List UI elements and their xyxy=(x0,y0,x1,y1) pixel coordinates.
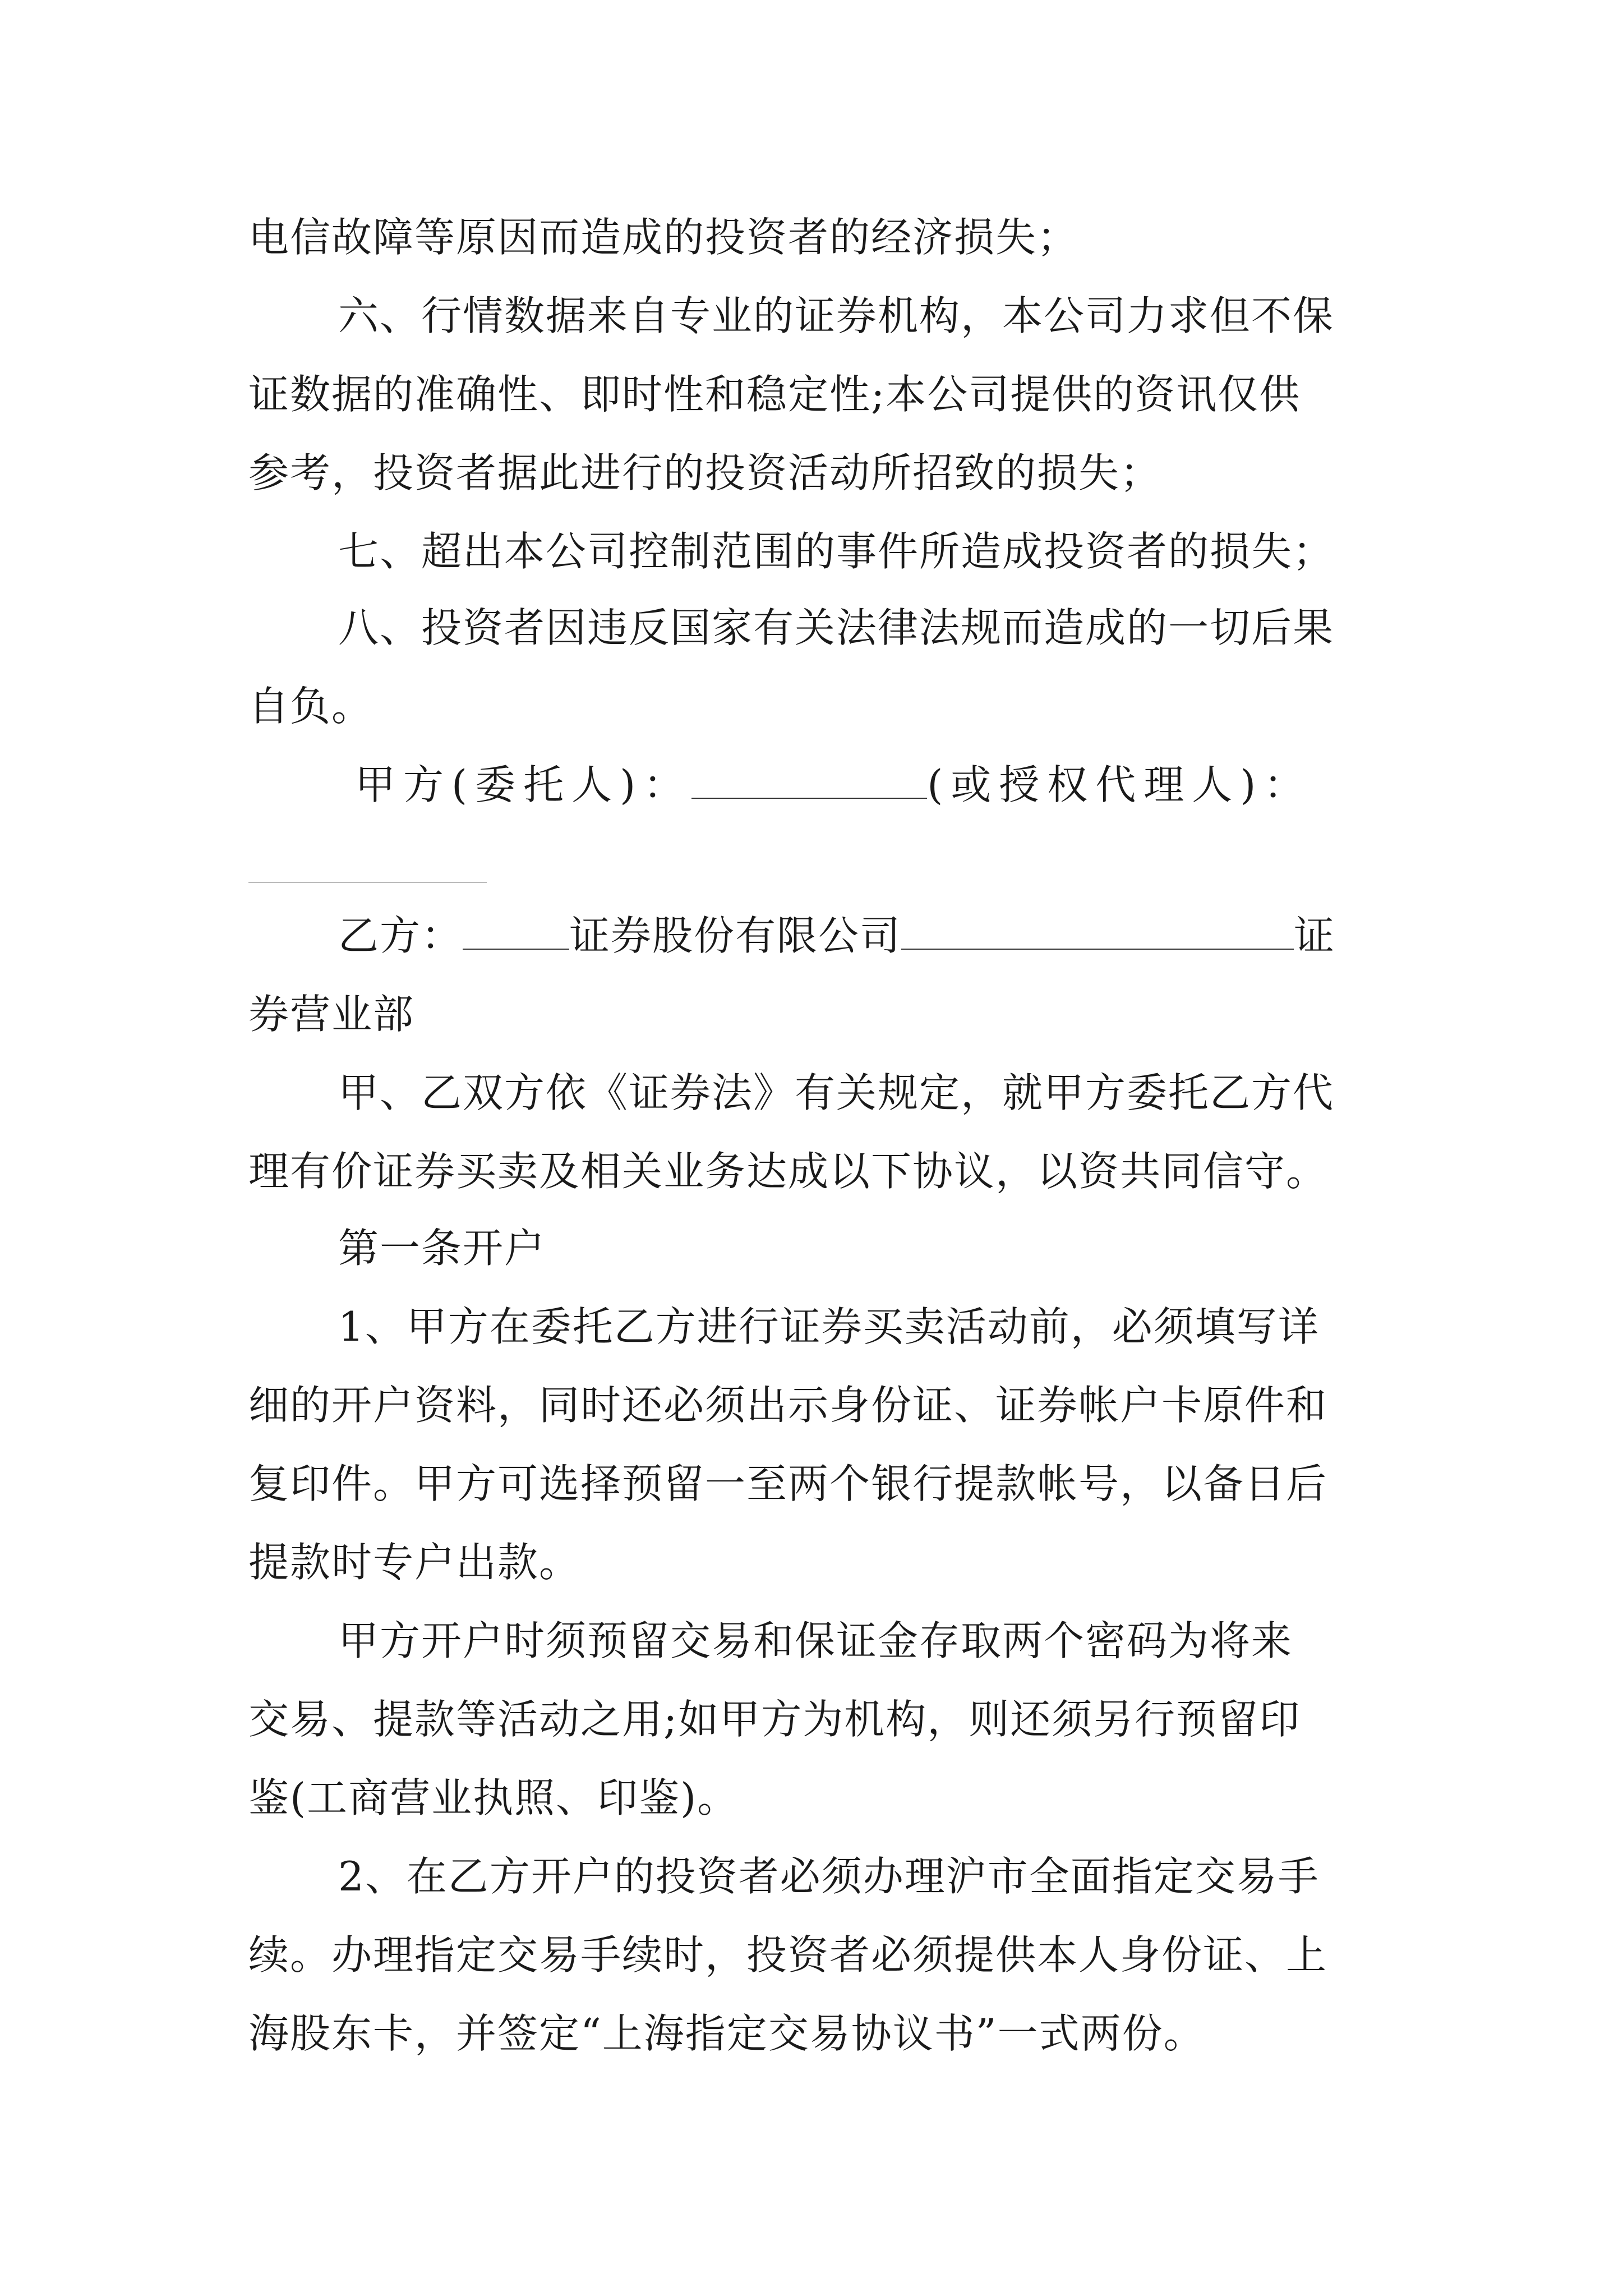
party-a-agent-label: (或授权代理人)： xyxy=(927,761,1312,808)
text-line: 复印件。甲方可选择预留一至两个银行提款帐号，以备日后 xyxy=(248,1460,1328,1507)
text-line: 续。办理指定交易手续时，投资者必须提供本人身份证、上 xyxy=(248,1931,1328,1978)
party-b-blank-1 xyxy=(463,914,569,950)
party-a-line xyxy=(355,760,1387,810)
text-line: 细的开户资料，同时还必须出示身份证、证券帐户卡原件和 xyxy=(248,1382,1328,1429)
party-b-continuation: 券营业部 xyxy=(248,991,415,1038)
party-b-line xyxy=(338,910,1387,961)
clause-eight: 八、投资者因违反国家有关法律法规而造成的一切后果 xyxy=(338,604,1335,651)
party-a-blank xyxy=(691,763,927,799)
party-b-company: 证券股份有限公司 xyxy=(569,912,902,959)
text-line: 参考，投资者据此进行的投资活动所招致的损失； xyxy=(248,449,1162,496)
party-b-blank-2 xyxy=(901,914,1294,950)
party-a-agent-blank xyxy=(248,882,487,883)
text-line: 自负。 xyxy=(248,683,374,730)
text-line: 证数据的准确性、即时性和稳定性;本公司提供的资讯仅供 xyxy=(248,371,1301,418)
text-line: 提款时专户出款。 xyxy=(248,1539,581,1586)
party-b-suffix: 证 xyxy=(1294,912,1336,959)
party-a-label: 甲方(委托人)： xyxy=(355,761,692,808)
password-paragraph: 甲方开户时须预留交易和保证金存取两个密码为将来 xyxy=(338,1617,1293,1664)
text-line: 交易、提款等活动之用;如甲方为机构，则还须另行预留印 xyxy=(248,1696,1301,1743)
intro-line: 甲、乙双方依《证券法》有关规定，就甲方委托乙方代 xyxy=(338,1069,1335,1116)
clause-six: 六、行情数据来自专业的证券机构，本公司力求但不保 xyxy=(338,292,1335,339)
article-one-heading: 第一条开户 xyxy=(338,1225,546,1272)
text-line: 理有价证券买卖及相关业务达成以下协议，以资共同信守。 xyxy=(248,1148,1328,1195)
text-line: 海股东卡，并签定“上海指定交易协议书”一式两份。 xyxy=(248,2010,1205,2057)
text-line: 电信故障等原因而造成的投资者的经济损失； xyxy=(248,214,1079,261)
item-one: 1、甲方在委托乙方进行证券买卖活动前，必须填写详 xyxy=(338,1303,1320,1350)
text-line: 鉴(工商营业执照、印鉴)。 xyxy=(248,1774,739,1821)
clause-seven: 七、超出本公司控制范围的事件所造成投资者的损失； xyxy=(338,528,1335,575)
item-two: 2、在乙方开户的投资者必须办理沪市全面指定交易手 xyxy=(338,1853,1320,1900)
party-b-label: 乙方： xyxy=(338,912,463,959)
